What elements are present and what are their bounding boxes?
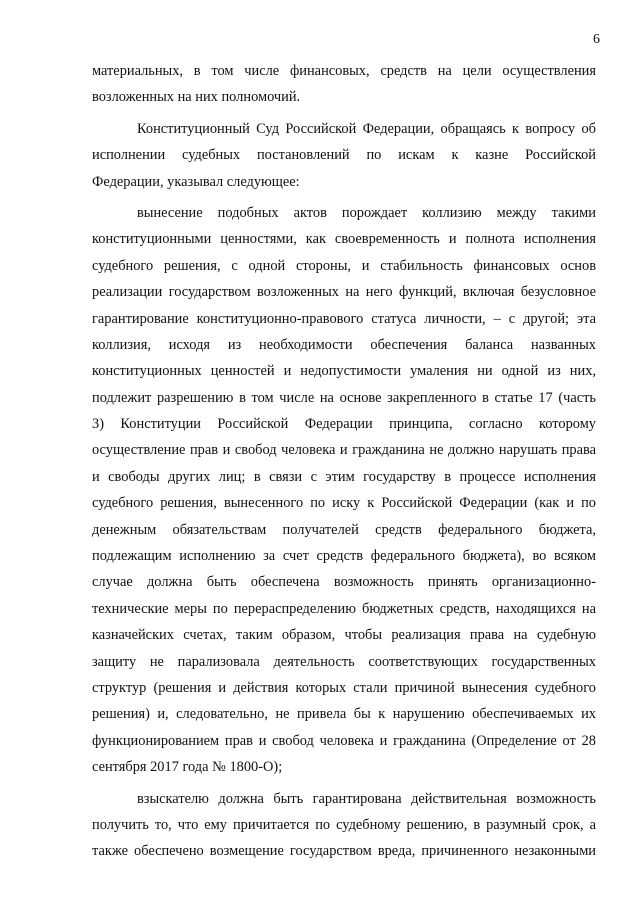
- text-line: денежным обязательствам получателей средств федерального бюджета,: [92, 521, 596, 538]
- text-line: возложенных на них полномочий.: [92, 89, 301, 106]
- text-line: решения) и, следовательно, не привела бы к нарушению обеспечиваемых их: [92, 706, 596, 723]
- text-line: сентября 2017 года № 1800-О);: [92, 759, 283, 776]
- document-body: [92, 58, 596, 865]
- text-line: казначейских счетах, таким образом, чтобы реализация права на судебную: [92, 627, 596, 644]
- text-line: и свободы других лиц; в связи с этим государству в процессе исполнения: [92, 468, 596, 485]
- text-line: реализации государством возложенных на него функций, включая безусловное: [92, 284, 596, 301]
- text-line: 3) Конституции Российской Федерации принципа, согласно которому: [92, 416, 596, 433]
- text-line: конституционных ценностей и недопустимости умаления ни одной из них,: [92, 363, 596, 380]
- text-line: исполнении судебных постановлений по искам к казне Российской: [92, 147, 596, 164]
- text-line: Федерации, указывал следующее:: [92, 173, 300, 190]
- text-line: конституционными ценностями, как своевременность и полнота исполнения: [92, 231, 596, 248]
- text-line: защиту не парализовала деятельность соответствующих государственных: [92, 653, 596, 670]
- text-line: коллизия, исходя из необходимости обеспечения баланса названных: [92, 336, 596, 353]
- text-line: подлежит разрешению в том числе на основе закрепленного в статье 17 (часть: [92, 389, 596, 406]
- text-line: гарантирование конституционно-правового статуса личности, – с другой; эта: [92, 310, 596, 327]
- text-line: структур (решения и действия которых стали причиной вынесения судебного: [92, 679, 596, 696]
- page-number: 6: [593, 32, 600, 47]
- text-line: подлежащим исполнению за счет средств федерального бюджета), во всяком: [92, 548, 596, 565]
- text-line: Конституционный Суд Российской Федерации, обращаясь к вопросу об: [137, 120, 596, 137]
- paragraph: [92, 116, 596, 195]
- text-line: взыскателю должна быть гарантирована действительная возможность: [137, 790, 596, 807]
- text-line: осуществление прав и свобод человека и гражданина не должно нарушать права: [92, 442, 596, 459]
- paragraph: [92, 786, 596, 865]
- text-line: материальных, в том числе финансовых, средств на цели осуществления: [92, 63, 596, 79]
- paragraph: [92, 200, 596, 781]
- text-line: получить то, что ему причитается по судебному решению, в разумный срок, а: [92, 816, 596, 833]
- text-line: судебного решения, вынесенного по иску к Российской Федерации (как и по: [92, 495, 596, 512]
- text-line: функционированием прав и свобод человека и гражданина (Определение от 28: [92, 732, 596, 749]
- text-line: случае должна быть обеспечена возможность принять организационно-: [92, 574, 596, 591]
- text-line: вынесение подобных актов порождает коллизию между такими: [137, 204, 596, 221]
- paragraph: [92, 58, 596, 111]
- text-line: также обеспечено возмещение государством вреда, причиненного незаконными: [92, 843, 596, 860]
- text-line: технические меры по перераспределению бюджетных средств, находящихся на: [92, 600, 596, 617]
- text-line: судебного решения, с одной стороны, и стабильность финансовых основ: [92, 257, 596, 274]
